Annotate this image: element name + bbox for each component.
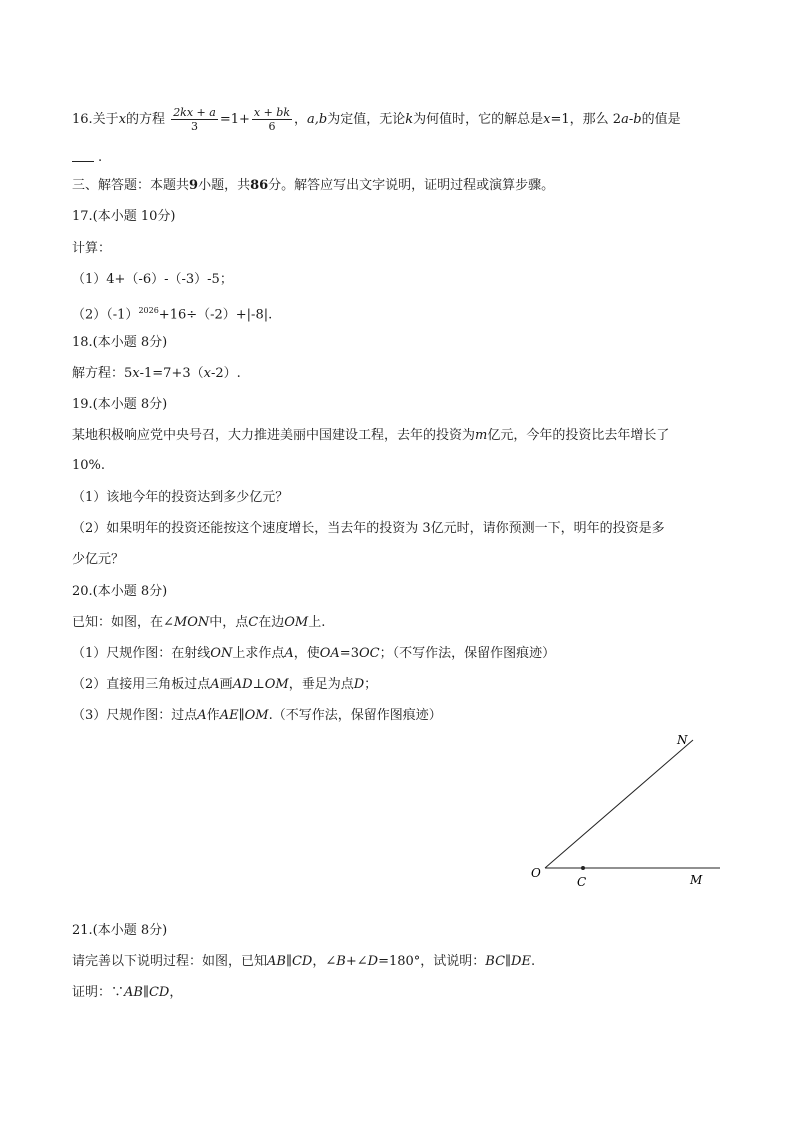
q20-text: ∥	[238, 708, 245, 723]
q20-text: ；（不写作法，保留作图痕迹）	[379, 646, 556, 661]
question-19-line-1	[72, 426, 669, 446]
q18-var: x	[203, 366, 211, 381]
q16-var: a	[621, 112, 629, 127]
question-20-title: 20.(本小题 8分)	[72, 584, 168, 599]
q16-var: x	[543, 112, 551, 127]
fraction-denominator: 3	[191, 120, 198, 133]
q18-text: -1=7+3（	[139, 366, 204, 381]
q16-text: =1+	[219, 112, 250, 127]
section-text: 分。解答应写出文字说明，证明过程或演算步骤。	[268, 178, 555, 193]
q20-var: AD	[232, 677, 253, 692]
q21-var: AB	[124, 985, 143, 1000]
q20-text: 已知：如图，在∠	[72, 615, 174, 630]
q20-text: =3	[339, 646, 359, 661]
q20-text: 上.	[308, 615, 326, 630]
q20-var: A	[210, 677, 220, 692]
question-18-title: 18.(本小题 8分)	[72, 335, 168, 350]
q20-var: OA	[319, 646, 340, 661]
q21-var: CD	[291, 954, 313, 969]
q18-text: -2）.	[210, 366, 241, 381]
section-count: 9	[189, 178, 199, 193]
question-20-part-3	[72, 706, 442, 726]
q16-text: 的方程	[126, 112, 166, 127]
q20-var: C	[248, 615, 259, 630]
question-21-proof	[72, 983, 182, 1003]
q20-text: ，使	[293, 646, 320, 661]
q20-var: MON	[173, 615, 210, 630]
question-21-body	[72, 952, 535, 972]
q16-dot: .	[98, 150, 103, 165]
angle-mon-figure	[525, 728, 735, 897]
q21-text: +∠	[345, 954, 368, 969]
q20-text: ，垂足为点	[288, 677, 354, 692]
q16-text: 16.关于	[72, 112, 119, 127]
q20-var: A	[284, 646, 294, 661]
q16-text: 的值是	[641, 112, 681, 127]
blank-dot	[98, 148, 102, 168]
q21-text: =180°，试说明：	[378, 954, 486, 969]
q21-var: D	[367, 954, 379, 969]
question-17-title: 17.(本小题 10分)	[72, 209, 176, 224]
q19-text: 某地积极响应党中央号召，大力推进美丽中国建设工程，去年的投资为	[72, 428, 476, 443]
q21-var: DE	[511, 954, 531, 969]
q20-text: （1）尺规作图：在射线	[72, 646, 211, 661]
question-16	[72, 106, 681, 133]
section-3-heading	[72, 176, 554, 196]
label-n: N	[677, 733, 688, 747]
q20-text: 在边	[258, 615, 285, 630]
point-c	[581, 866, 585, 870]
q18-text: 解方程：5	[72, 366, 133, 381]
q20-text: 画	[219, 677, 233, 692]
fraction-denominator: 6	[268, 120, 276, 133]
q20-text: .（不写作法，保留作图痕迹）	[268, 708, 442, 723]
q21-var: CD	[148, 985, 170, 1000]
question-20-given	[72, 613, 325, 633]
q16-text: =1，那么 2	[550, 112, 622, 127]
q16-var: x	[118, 112, 127, 127]
fraction-numerator: 2kx + a	[173, 106, 216, 119]
q16-text: 为定值，无论	[327, 112, 406, 127]
q20-text: （2）直接用三角板过点	[72, 677, 211, 692]
question-19-part-2-cont: 少亿元？	[72, 552, 125, 567]
label-m: M	[690, 873, 703, 887]
q20-var: D	[353, 677, 365, 692]
question-17-part-1: （1）4+（-6）-（-3）-5；	[72, 272, 233, 287]
question-19-part-1: （1）该地今年的投资达到多少亿元？	[72, 490, 289, 505]
q19-var: m	[475, 428, 488, 443]
question-20-part-1	[72, 644, 555, 664]
q20-var: OM	[244, 708, 269, 723]
q16-text: ，	[294, 112, 308, 127]
fraction-numerator: x + bk	[253, 106, 291, 119]
q20-var: A	[197, 708, 207, 723]
question-19-part-2: （2）如果明年的投资还能按这个速度增长，当去年的投资为 3亿元时，请你预测一下，明年的投资是多	[72, 521, 665, 536]
parallel-symbol: ∥	[505, 954, 512, 969]
section-text: 三、解答题：本题共	[72, 178, 190, 193]
question-17-part-2	[72, 301, 272, 325]
angle-diagram	[525, 728, 735, 893]
q20-text: 上求作点	[232, 646, 285, 661]
parallel-symbol: ∥	[285, 954, 292, 969]
q16-var: b	[633, 112, 642, 127]
q20-text: 中，点	[209, 615, 249, 630]
section-text: 小题，共	[198, 178, 251, 193]
q21-text: .	[530, 954, 536, 969]
fraction-2	[252, 106, 292, 133]
q18-var: x	[132, 366, 140, 381]
exponent: 2026	[138, 306, 159, 315]
label-c: C	[577, 875, 587, 889]
q21-var: BC	[485, 954, 506, 969]
q20-var: AE	[219, 708, 239, 723]
q20-text: ；	[364, 677, 378, 692]
q21-text: ，∠	[312, 954, 337, 969]
q20-text: 作	[206, 708, 220, 723]
question-19-title: 19.(本小题 8分)	[72, 397, 168, 412]
question-19-line-2: 10%.	[72, 458, 106, 473]
q20-text: ⊥	[252, 677, 265, 692]
q16-var: a,b	[307, 112, 328, 127]
q19-text: 亿元，今年的投资比去年增长了	[487, 428, 670, 443]
q16-text: -	[628, 112, 634, 127]
question-18-body	[72, 364, 241, 384]
ray-on	[545, 740, 693, 868]
q21-var: B	[336, 954, 346, 969]
q16-text: 为何值时，它的解总是	[413, 112, 544, 127]
question-20-part-2	[72, 675, 377, 695]
parallel-symbol: ∥	[142, 985, 149, 1000]
q20-var: ON	[210, 646, 233, 661]
q20-var: OC	[358, 646, 380, 661]
q20-text: （3）尺规作图：过点	[72, 708, 198, 723]
q17-text: +16÷（-2）+|-8|.	[158, 307, 273, 323]
q21-text: 证明：∵	[72, 985, 125, 1000]
q16-var: k	[405, 112, 414, 127]
label-o: O	[531, 866, 541, 880]
q21-text: 请完善以下说明过程：如图，已知	[72, 954, 268, 969]
q17-text: （2）（-1）	[72, 307, 139, 323]
fraction-1	[171, 106, 218, 133]
answer-blank	[72, 161, 94, 162]
section-score: 86	[250, 178, 269, 193]
q20-var: OM	[264, 677, 289, 692]
q20-var: OM	[284, 615, 309, 630]
q21-var: AB	[267, 954, 286, 969]
question-17-intro: 计算：	[72, 241, 112, 256]
q21-text: ，	[169, 985, 183, 1000]
question-21-title: 21.(本小题 8分)	[72, 923, 168, 938]
